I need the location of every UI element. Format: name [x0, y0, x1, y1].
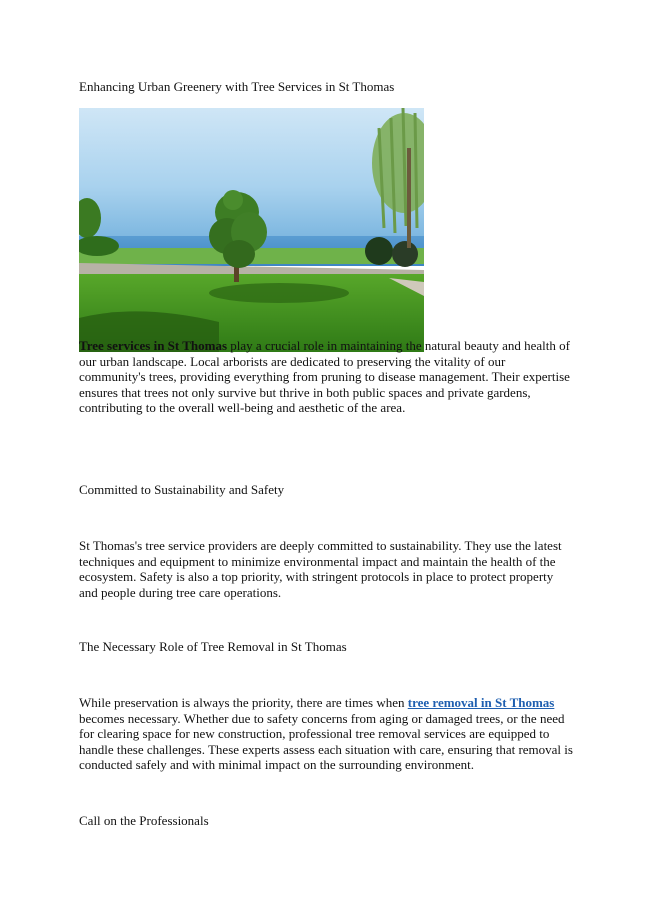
tree-removal-text-after: becomes necessary. Whether due to safety concerns from aging or damaged trees, or the need for clearing space for new construction, professional tree removal services are equipped to handle these challenges. These experts assess each situation with care, ensuring that removal is conducted safely and with minimal impact on the surrounding environment.: [79, 710, 573, 772]
section-heading-professionals: Call on the Professionals: [79, 813, 209, 828]
tree-removal-text-before: While preservation is always the priority, there are times when: [79, 695, 408, 710]
landscape-photo: [79, 108, 424, 352]
intro-text: play a crucial role in maintaining the natural beauty and health of our urban landscape. Local arborists are dedicated to preserving the vitality of our community's trees, providing everything from pruning to disease management. Their expertise ensures that trees not only survive but thrive in both public spaces and private gardens, contributing to the overall well-being and aesthetic of the area.: [79, 338, 570, 415]
intro-bold-lead: Tree services in St Thomas: [79, 338, 228, 353]
section-heading-tree-removal: The Necessary Role of Tree Removal in St Thomas: [79, 639, 347, 654]
page-title: Enhancing Urban Greenery with Tree Services in St Thomas: [79, 79, 395, 94]
tree-removal-paragraph: [79, 695, 575, 773]
intro-paragraph: [79, 338, 575, 416]
sustainability-paragraph: St Thomas's tree service providers are deeply committed to sustainability. They use the latest techniques and equipment to minimize environmental impact and maintain the health of the ecosystem. Safety is also a top priority, with stringent protocols in place to protect property and people during tree care operations.: [79, 538, 562, 600]
section-heading-sustainability: Committed to Sustainability and Safety: [79, 482, 285, 497]
tree-removal-link[interactable]: tree removal in St Thomas: [407, 695, 555, 710]
landscape-photo-icon: [79, 108, 424, 352]
